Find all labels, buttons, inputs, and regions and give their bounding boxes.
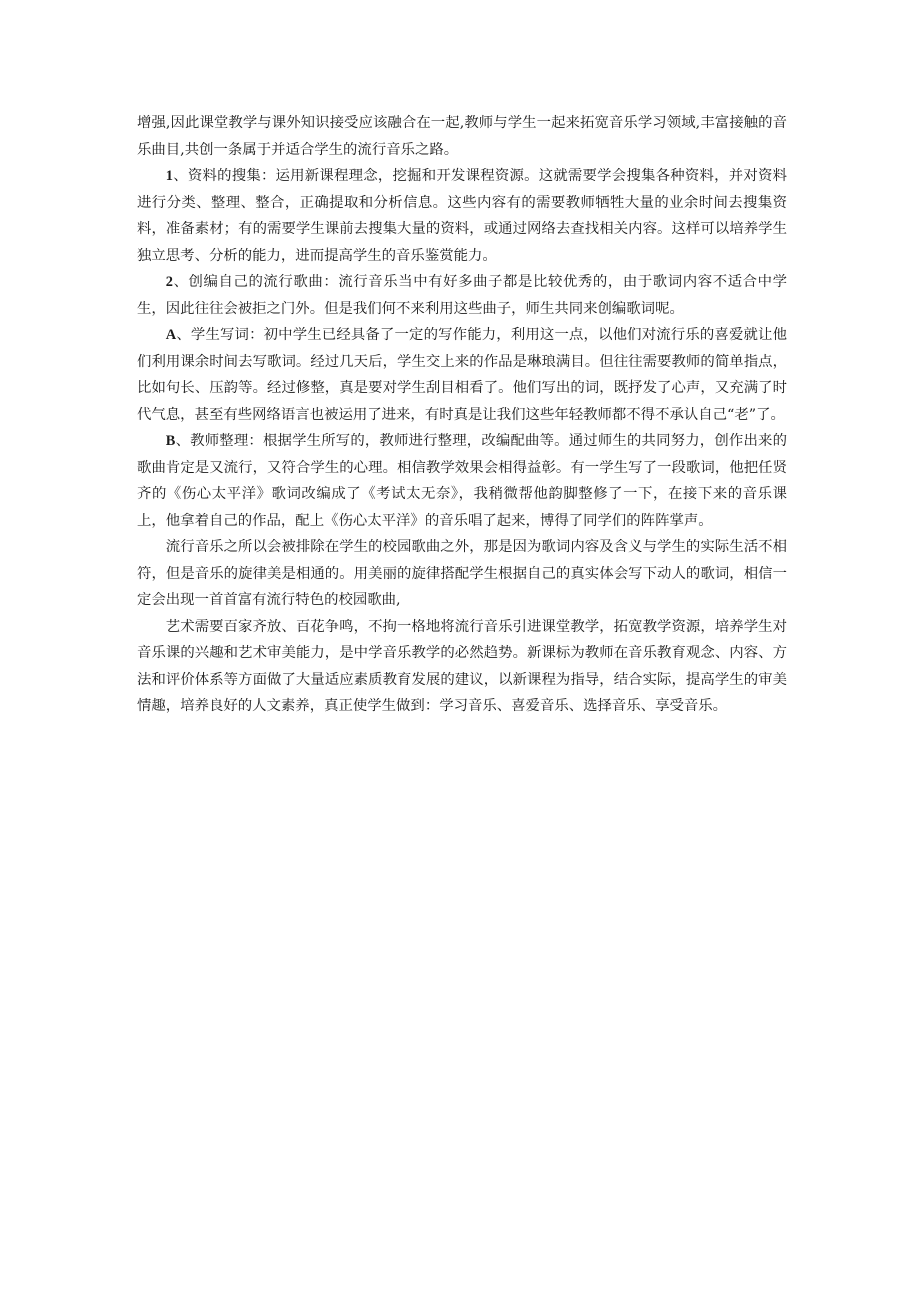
paragraph-body xyxy=(137,534,787,614)
paragraph-text: 、资料的搜集：运用新课程理念，挖掘和开发课程资源。这就需要学会搜集各种资料，并对资料进行分类、整理、整合，正确提取和分析信息。这些内容有的需要教师牺牲大量的业余时间去搜集资料，准备素材；有的需要学生课前去搜集大量的资料，或通过网络去查找相关内容。这样可以培养学生独立思考、分析的能力，进而提高学生的音乐鉴赏能力。 xyxy=(137,168,787,264)
paragraph-text: 、教师整理：根据学生所写的，教师进行整理，改编配曲等。通过师生的共同努力，创作出来的歌曲肯定是又流行，又符合学生的心理。相信教学效果会相得益彰。有一学生写了一段歌词，他把任贤齐的《伤心太平洋》歌词改编成了《考试太无奈》，我稍微帮他韵脚整修了一下，在接下来的音乐课上，他拿着自己的作品，配上《伤心太平洋》的音乐唱了起来，博得了同学们的阵阵掌声。 xyxy=(137,433,787,529)
section-number: 2 xyxy=(165,274,173,290)
section-number: 1 xyxy=(165,168,173,184)
subsection-letter: B xyxy=(165,433,176,449)
paragraph-subsection-a xyxy=(137,322,787,428)
paragraph-text: 、学生写词：初中学生已经具备了一定的写作能力，利用这一点，以他们对流行乐的喜爱就让他们利用课余时间去写歌词。经过几天后，学生交上来的作品是琳琅满目。但往往需要教师的简单指点，比如句长、压韵等。经过修整，真是要对学生刮目相看了。他们写出的词，既抒发了心声，又充满了时代气息，甚至有些网络语言也被运用了进来，有时真是让我们这些年轻教师都不得不承认自己“老”了。 xyxy=(137,327,787,423)
paragraph-text: 流行音乐之所以会被排除在学生的校园歌曲之外，那是因为歌词内容及含义与学生的实际生活不相符，但是音乐的旋律美是相通的。用美丽的旋律搭配学生根据自己的真实体会写下动人的歌词，相信一定会出现一首首富有流行特色的校园歌曲, xyxy=(137,539,787,608)
paragraph-text: 艺术需要百家齐放、百花争鸣，不拘一格地将流行音乐引进课堂教学，拓宽教学资源，培养学生对音乐课的兴趣和艺术审美能力，是中学音乐教学的必然趋势。新课标为教师在音乐教育观念、内容、方法和评价体系等方面做了大量适应素质教育发展的建议，以新课程为指导，结合实际，提高学生的审美情趣，培养良好的人文素养，真正使学生做到：学习音乐、喜爱音乐、选择音乐、享受音乐。 xyxy=(137,618,787,714)
paragraph-text: 增强,因此课堂教学与课外知识接受应该融合在一起,教师与学生一起来拓宽音乐学习领域,丰富接触的音乐曲目,共创一条属于并适合学生的流行音乐之路。 xyxy=(137,115,787,158)
paragraph-section-2 xyxy=(137,269,787,322)
paragraph-conclusion xyxy=(137,614,787,720)
paragraph-text: 、创编自己的流行歌曲：流行音乐当中有好多曲子都是比较优秀的，由于歌词内容不适合中学生，因此往往会被拒之门外。但是我们何不来利用这些曲子，师生共同来创编歌词呢。 xyxy=(137,274,787,317)
document-page xyxy=(137,110,787,720)
paragraph-intro xyxy=(137,110,787,163)
paragraph-section-1 xyxy=(137,163,787,269)
paragraph-subsection-b xyxy=(137,428,787,534)
subsection-letter: A xyxy=(165,327,177,343)
